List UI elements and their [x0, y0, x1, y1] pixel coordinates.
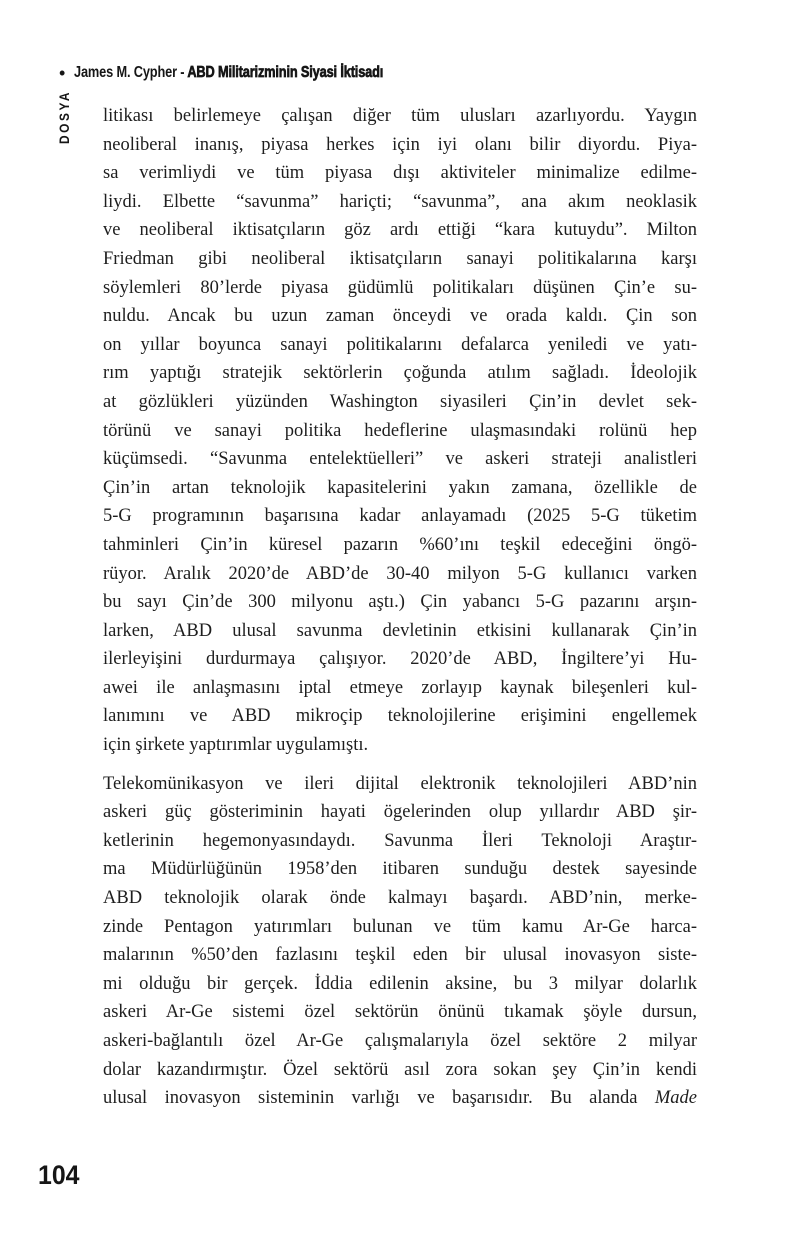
- text-line: malarının %50’den fazlasını teşkil eden bir ulusal inovasyon siste-: [103, 945, 697, 966]
- body-text: [103, 102, 697, 1113]
- text-line: ma Müdürlüğünün 1958’den itibaren sunduğu destek sayesinde: [103, 859, 697, 880]
- header-author: James M. Cypher: [74, 64, 178, 81]
- text-line: tahminleri Çin’in küresel pazarın %60’ını teşkil edeceğini öngö-: [103, 534, 697, 555]
- text-line: dolar kazandırmıştır. Özel sektörü asıl zora sokan şey Çin’in kendi: [103, 1059, 697, 1080]
- header-text: [74, 64, 383, 82]
- text-line: rüyor. Aralık 2020’de ABD’de 30-40 milyon 5-G kullanıcı varken: [103, 563, 697, 584]
- paragraph: [103, 770, 697, 1113]
- text-line: Telekomünikasyon ve ileri dijital elektronik teknolojileri ABD’nin: [103, 773, 697, 794]
- text-line: on yıllar boyunca sanayi politikalarını defalarca yeniledi ve yatı-: [103, 334, 697, 355]
- page-number: 104: [38, 1160, 80, 1190]
- text-line: 5-G programının başarısına kadar anlayamadı (2025 5-G tüketim: [103, 506, 697, 527]
- text-line: at gözlükleri yüzünden Washington siyasileri Çin’in devlet sek-: [103, 391, 697, 412]
- text-line: rım yaptığı stratejik sektörlerin çoğunda atılım sağladı. İdeolojik: [103, 363, 697, 384]
- text-line: zinde Pentagon yatırımları bulunan ve tüm kamu Ar-Ge harca-: [103, 916, 697, 937]
- text-line: neoliberal inanış, piyasa herkes için iyi olanı bilir diyordu. Piya-: [103, 134, 697, 155]
- text-line: törünü ve sanayi politika hedeflerine ulaşmasındaki rolünü hep: [103, 420, 697, 441]
- text-line: bu sayı Çin’de 300 milyonu aştı.) Çin yabancı 5-G pazarını arşın-: [103, 592, 697, 613]
- text-line: küçümsedi. “Savunma entelektüelleri” ve askeri strateji analistleri: [103, 449, 697, 470]
- text-line: lanımını ve ABD mikroçip teknolojilerine erişimini engellemek: [103, 706, 697, 727]
- paragraph: [103, 102, 697, 760]
- text-line: için şirkete yaptırımlar uygulamıştı.: [103, 735, 369, 756]
- text-line: Çin’in artan teknolojik kapasitelerini yakın zamana, özellikle de: [103, 477, 697, 498]
- text-line: askeri Ar-Ge sistemi özel sektörün önünü tıkamak şöyle dursun,: [103, 1002, 697, 1023]
- text-line: mi olduğu bir gerçek. İddia edilenin aksine, bu 3 milyar dolarlık: [103, 973, 697, 994]
- text-line: ulusal inovasyon sisteminin varlığı ve başarısıdır. Bu alanda Made: [103, 1088, 697, 1109]
- text-line: askeri güç gösteriminin hayati ögelerinden olup yıllardır ABD şir-: [103, 802, 697, 823]
- text-line: litikası belirlemeye çalışan diğer tüm ulusları azarlıyordu. Yaygın: [103, 106, 697, 126]
- section-label-dosya: DOSYA: [56, 90, 72, 144]
- header-book-title: ABD Militarizminin Siyasi İktisadı: [187, 64, 384, 81]
- bullet-icon: •: [59, 63, 66, 83]
- text-line: ilerleyişini durdurmaya çalışıyor. 2020’de ABD, İngiltere’yi Hu-: [103, 649, 697, 670]
- text-line: ABD teknolojik olarak önde kalmayı başardı. ABD’nin, merke-: [103, 888, 697, 909]
- text-line: liydi. Elbette “savunma” hariçti; “savunma”, ana akım neoklasik: [103, 191, 697, 212]
- text-line: ve neoliberal iktisatçıların göz ardı ettiği “kara kutuydu”. Milton: [103, 220, 697, 241]
- header-separator: -: [177, 64, 188, 81]
- text-line: nuldu. Ancak bu uzun zaman önceydi ve orada kaldı. Çin son: [103, 306, 697, 327]
- text-line: sa verimliydi ve tüm piyasa dışı aktiviteler minimalize edilme-: [103, 163, 697, 184]
- text-line: söylemleri 80’lerde piyasa güdümlü politikaları düşünen Çin’e su-: [103, 277, 697, 298]
- italic-text: Made: [654, 1088, 697, 1109]
- text-line: Friedman gibi neoliberal iktisatçıların sanayi politikalarına karşı: [103, 248, 697, 269]
- text-line: askeri-bağlantılı özel Ar-Ge çalışmalarıyla özel sektöre 2 milyar: [103, 1031, 697, 1051]
- text-line: ketlerinin hegemonyasındaydı. Savunma İleri Teknoloji Araştır-: [103, 830, 697, 851]
- text-line: larken, ABD ulusal savunma devletinin etkisini kullanarak Çin’in: [103, 620, 697, 641]
- running-header: [59, 64, 461, 82]
- text-line: awei ile anlaşmasını iptal etmeye zorlayıp kaynak bileşenleri kul-: [103, 677, 697, 698]
